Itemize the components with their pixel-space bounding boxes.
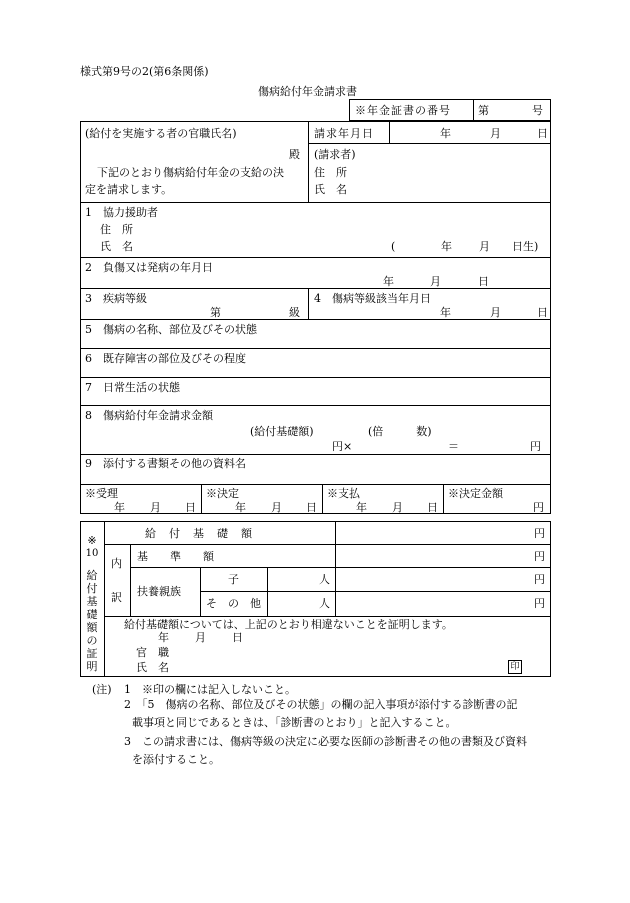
payment-day: 日 <box>427 501 438 514</box>
birth-month: 月 <box>479 240 490 253</box>
grade-title: 3 疾病等級 <box>85 292 147 305</box>
divider <box>130 567 551 568</box>
injury-year: 年 <box>383 275 394 288</box>
cert-side-char: 基 <box>86 594 98 608</box>
pension-number-go: 号 <box>532 104 543 117</box>
received-month: 月 <box>150 501 161 514</box>
divider <box>130 544 131 616</box>
birth-day: 日生) <box>512 240 539 253</box>
claim-yen: 円 <box>530 440 541 453</box>
received-year: 年 <box>114 501 125 514</box>
cert-side-number: 10 <box>85 548 99 559</box>
divider <box>308 143 551 144</box>
cert-name-label: 氏 名 <box>136 661 169 674</box>
injury-month: 月 <box>430 275 441 288</box>
note-3-line1: 3 この請求書には、傷病等級の決定に必要な医師の診断書その他の書類及び資料 <box>124 735 527 748</box>
assistant-name-label: 氏 名 <box>100 240 133 253</box>
base-amount-yen: 円 <box>534 527 545 540</box>
form-title: 傷病給付年金請求書 <box>258 85 357 98</box>
divider <box>80 202 551 203</box>
decision-month: 月 <box>271 501 282 514</box>
grade-date-month: 月 <box>490 306 501 319</box>
divider <box>389 121 390 143</box>
injury-date-title: 2 負傷又は発病の年月日 <box>85 261 213 274</box>
cert-official-title-label: 官 職 <box>136 646 169 659</box>
request-text-2: 定を請求します。 <box>85 183 173 196</box>
decision-amount-label: ※決定金額 <box>448 487 503 500</box>
standard-amount-yen: 円 <box>534 550 545 563</box>
note-1: 1 ※印の欄には記入しないこと。 <box>124 683 296 696</box>
request-date-year: 年 <box>440 127 451 140</box>
grade-date-title: 4 傷病等級該当年月日 <box>314 292 431 305</box>
seal-stamp: 印 <box>508 660 522 674</box>
divider <box>80 454 551 455</box>
divider <box>201 484 202 514</box>
cert-side-char: 額 <box>86 620 98 634</box>
divider <box>200 591 551 592</box>
grade-date-day: 日 <box>537 306 548 319</box>
payment-month: 月 <box>392 501 403 514</box>
divider <box>80 288 551 289</box>
cert-side-char: 証 <box>86 646 98 660</box>
claim-amount-title: 8 傷病給付年金請求金額 <box>85 409 213 422</box>
birth-paren: ( <box>391 240 396 253</box>
divider <box>473 99 474 121</box>
divider <box>80 484 551 485</box>
claimant-label: (請求者) <box>314 148 356 161</box>
breakdown-wake: 訳 <box>111 591 122 604</box>
injury-day: 日 <box>478 275 489 288</box>
cert-side-char: の <box>86 633 98 647</box>
payment-year: 年 <box>356 501 367 514</box>
claim-multiplier-label: (倍 数) <box>368 425 432 438</box>
cert-side-title <box>85 570 99 674</box>
grade-kyu: 級 <box>289 306 300 319</box>
request-date-label: 請求年月日 <box>314 127 374 140</box>
cert-date-month: 月 <box>195 631 206 644</box>
injury-name-title: 5 傷病の名称、部位及びその状態 <box>85 323 257 336</box>
received-label: ※受理 <box>85 487 118 500</box>
claim-yen-times: 円× <box>332 440 353 453</box>
request-date-month: 月 <box>490 127 501 140</box>
divider <box>308 121 309 202</box>
dono-label: 殿 <box>289 148 300 161</box>
others-yen: 円 <box>534 597 545 610</box>
dependents-label: 扶養親族 <box>137 585 181 598</box>
attachments-title: 9 添付する書類その他の資料名 <box>85 457 246 470</box>
divider <box>104 616 551 617</box>
note-3-line2: を添付すること。 <box>132 753 220 766</box>
divider <box>80 319 551 320</box>
cert-date-year: 年 <box>158 631 169 644</box>
decision-year: 年 <box>235 501 246 514</box>
request-text-1: 下記のとおり傷病給付年金の支給の決 <box>97 166 284 179</box>
children-yen: 円 <box>534 573 545 586</box>
divider <box>80 405 551 406</box>
birth-year: 年 <box>441 240 452 253</box>
divider <box>104 544 551 545</box>
divider <box>335 521 336 616</box>
grade-date-year: 年 <box>440 306 451 319</box>
decision-amount-yen: 円 <box>533 501 544 514</box>
claim-equals: ＝ <box>448 440 459 453</box>
assistant-title: 1 協力援助者 <box>85 206 158 219</box>
divider <box>443 484 444 514</box>
request-date-day: 日 <box>537 127 548 140</box>
decision-label: ※決定 <box>206 487 239 500</box>
others-count-unit: 人 <box>319 597 330 610</box>
divider <box>80 348 551 349</box>
cert-date-day: 日 <box>232 631 243 644</box>
notes-label: (注) <box>92 683 112 696</box>
divider <box>267 567 268 616</box>
note-2-line2: 載事項と同じであるときは、「診断書のとおり」と記入すること。 <box>132 716 457 729</box>
cert-side-mark: ※ <box>87 534 97 547</box>
divider <box>308 288 309 319</box>
claim-base-label: (給付基礎額) <box>250 425 314 438</box>
form-number: 様式第9号の2(第6条関係) <box>80 65 209 78</box>
assistant-address-label: 住 所 <box>100 223 133 236</box>
pension-number-dai: 第 <box>478 104 489 117</box>
standard-amount-label: 基 準 額 <box>137 550 214 563</box>
children-label: 子 <box>228 573 239 586</box>
payment-label: ※支払 <box>327 487 360 500</box>
others-label: そ の 他 <box>206 597 261 610</box>
received-day: 日 <box>185 501 196 514</box>
official-label: (給付を実施する者の官職氏名) <box>85 127 237 140</box>
cert-side-char: 明 <box>86 659 98 673</box>
existing-disability-title: 6 既存障害の部位及びその程度 <box>85 352 246 365</box>
decision-day: 日 <box>306 501 317 514</box>
grade-dai: 第 <box>210 306 221 319</box>
main-form <box>80 121 551 514</box>
base-amount-label: 給 付 基 礎 額 <box>145 527 253 540</box>
claimant-name-label: 氏 名 <box>314 183 347 196</box>
divider <box>80 257 551 258</box>
certification-statement: 給付基礎額については、上記のとおり相違ないことを証明します。 <box>124 618 453 631</box>
cert-side-char: 付 <box>86 581 98 595</box>
children-count-unit: 人 <box>319 573 330 586</box>
cert-side-char: 給 <box>86 569 98 582</box>
divider <box>80 377 551 378</box>
pension-number-label: ※年金証書の番号 <box>355 104 451 117</box>
daily-life-title: 7 日常生活の状態 <box>85 381 180 394</box>
note-2-line1: 2 「5 傷病の名称、部位及びその状態」の欄の記入事項が添付する診断書の記 <box>124 698 518 711</box>
divider <box>322 484 323 514</box>
cert-side-char: 礎 <box>86 607 98 621</box>
breakdown-uchi: 内 <box>111 557 122 570</box>
claimant-address-label: 住 所 <box>314 166 347 179</box>
